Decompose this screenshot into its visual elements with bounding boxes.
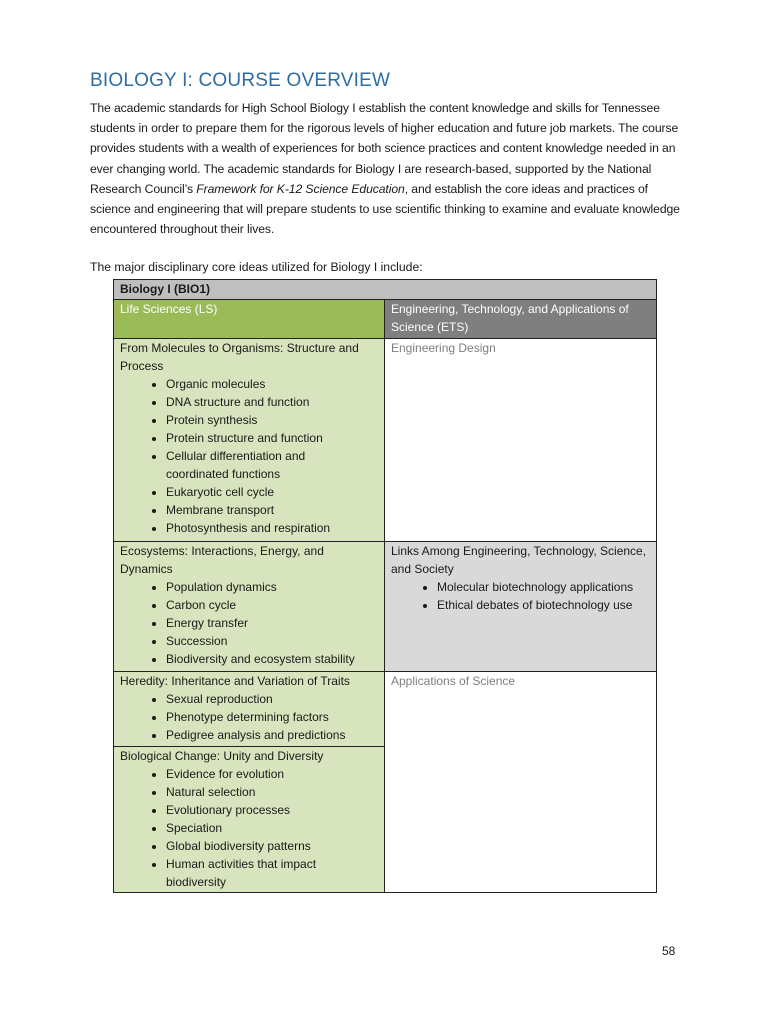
ls-item-list: [120, 690, 378, 744]
ets-section-title: Engineering Design: [391, 341, 496, 355]
ets-cell-applications: [385, 672, 657, 893]
ls-item-list: [120, 765, 378, 891]
list-item: • Evolutionary processes: [166, 801, 378, 819]
list-item: • Phenotype determining factors: [166, 708, 378, 726]
core-ideas-lead: The major disciplinary core ideas utilized for Biology I include:: [90, 260, 423, 274]
list-item: • Eukaryotic cell cycle: [166, 483, 378, 501]
intro-paragraph: [90, 98, 680, 239]
ls-cell-molecules: [114, 339, 385, 542]
ls-section-title: Biological Change: Unity and Diversity: [120, 749, 324, 763]
list-item: • Cellular differentiation and coordinated functions: [166, 447, 378, 483]
list-item: • Carbon cycle: [166, 596, 378, 614]
list-item: • Evidence for evolution: [166, 765, 378, 783]
ls-cell-heredity: [114, 672, 385, 747]
ls-item-list: [120, 375, 378, 537]
intro-italic-title: Framework for K-12 Science Education: [196, 181, 405, 196]
list-item: • Natural selection: [166, 783, 378, 801]
ls-section-title: From Molecules to Organisms: Structure and Process: [120, 341, 359, 373]
list-item: • Population dynamics: [166, 578, 378, 596]
ets-section-title: Applications of Science: [391, 674, 516, 688]
column-header-ets: Engineering, Technology, and Applications of Science (ETS): [385, 300, 657, 339]
intro-text-2: , and establish the core ideas and practices of science and engineering that will prepare students to use scientific thinking to examine and evaluate knowledge encountered throughout their lives.: [90, 181, 680, 237]
list-item: • Photosynthesis and respiration: [166, 519, 378, 537]
ets-item-list: [391, 578, 650, 614]
list-item: • Human activities that impact biodiversity: [166, 855, 378, 891]
list-item: • Organic molecules: [166, 375, 378, 393]
column-header-life-sciences: Life Sciences (LS): [114, 300, 385, 339]
list-item: • Sexual reproduction: [166, 690, 378, 708]
page-title: BIOLOGY I: COURSE OVERVIEW: [90, 70, 391, 91]
list-item: • Biodiversity and ecosystem stability: [166, 650, 378, 668]
ets-section-title: Links Among Engineering, Technology, Science, and Society: [391, 544, 647, 576]
list-item: • Membrane transport: [166, 501, 378, 519]
list-item: • Speciation: [166, 819, 378, 837]
list-item: • Ethical debates of biotechnology use: [437, 596, 650, 614]
page-number: 58: [662, 944, 676, 958]
list-item: • Succession: [166, 632, 378, 650]
intro-text-1: The academic standards for High School Biology I establish the content knowledge and skills for Tennessee students in order to prepare them for the rigorous levels of higher education and future job markets. The course provides students with a wealth of experiences for both science practices and content knowledge needed in an ever changing world. The academic standards for Biology I are research-based, supported by the National Research Council’s: [90, 101, 679, 196]
list-item: • Protein structure and function: [166, 429, 378, 447]
ls-cell-ecosystems: [114, 542, 385, 672]
ls-section-title: Heredity: Inheritance and Variation of Traits: [120, 674, 350, 688]
ls-cell-biological-change: [114, 747, 385, 893]
ets-cell-engineering-design: [385, 339, 657, 542]
list-item: • Molecular biotechnology applications: [437, 578, 650, 596]
ls-item-list: [120, 578, 378, 668]
ls-section-title: Ecosystems: Interactions, Energy, and Dynamics: [120, 544, 324, 576]
list-item: • DNA structure and function: [166, 393, 378, 411]
ets-cell-links: [385, 542, 657, 672]
list-item: • Energy transfer: [166, 614, 378, 632]
table-header-course: Biology I (BIO1): [114, 280, 657, 300]
list-item: • Pedigree analysis and predictions: [166, 726, 378, 744]
list-item: • Protein synthesis: [166, 411, 378, 429]
core-ideas-table: [113, 279, 657, 893]
list-item: • Global biodiversity patterns: [166, 837, 378, 855]
